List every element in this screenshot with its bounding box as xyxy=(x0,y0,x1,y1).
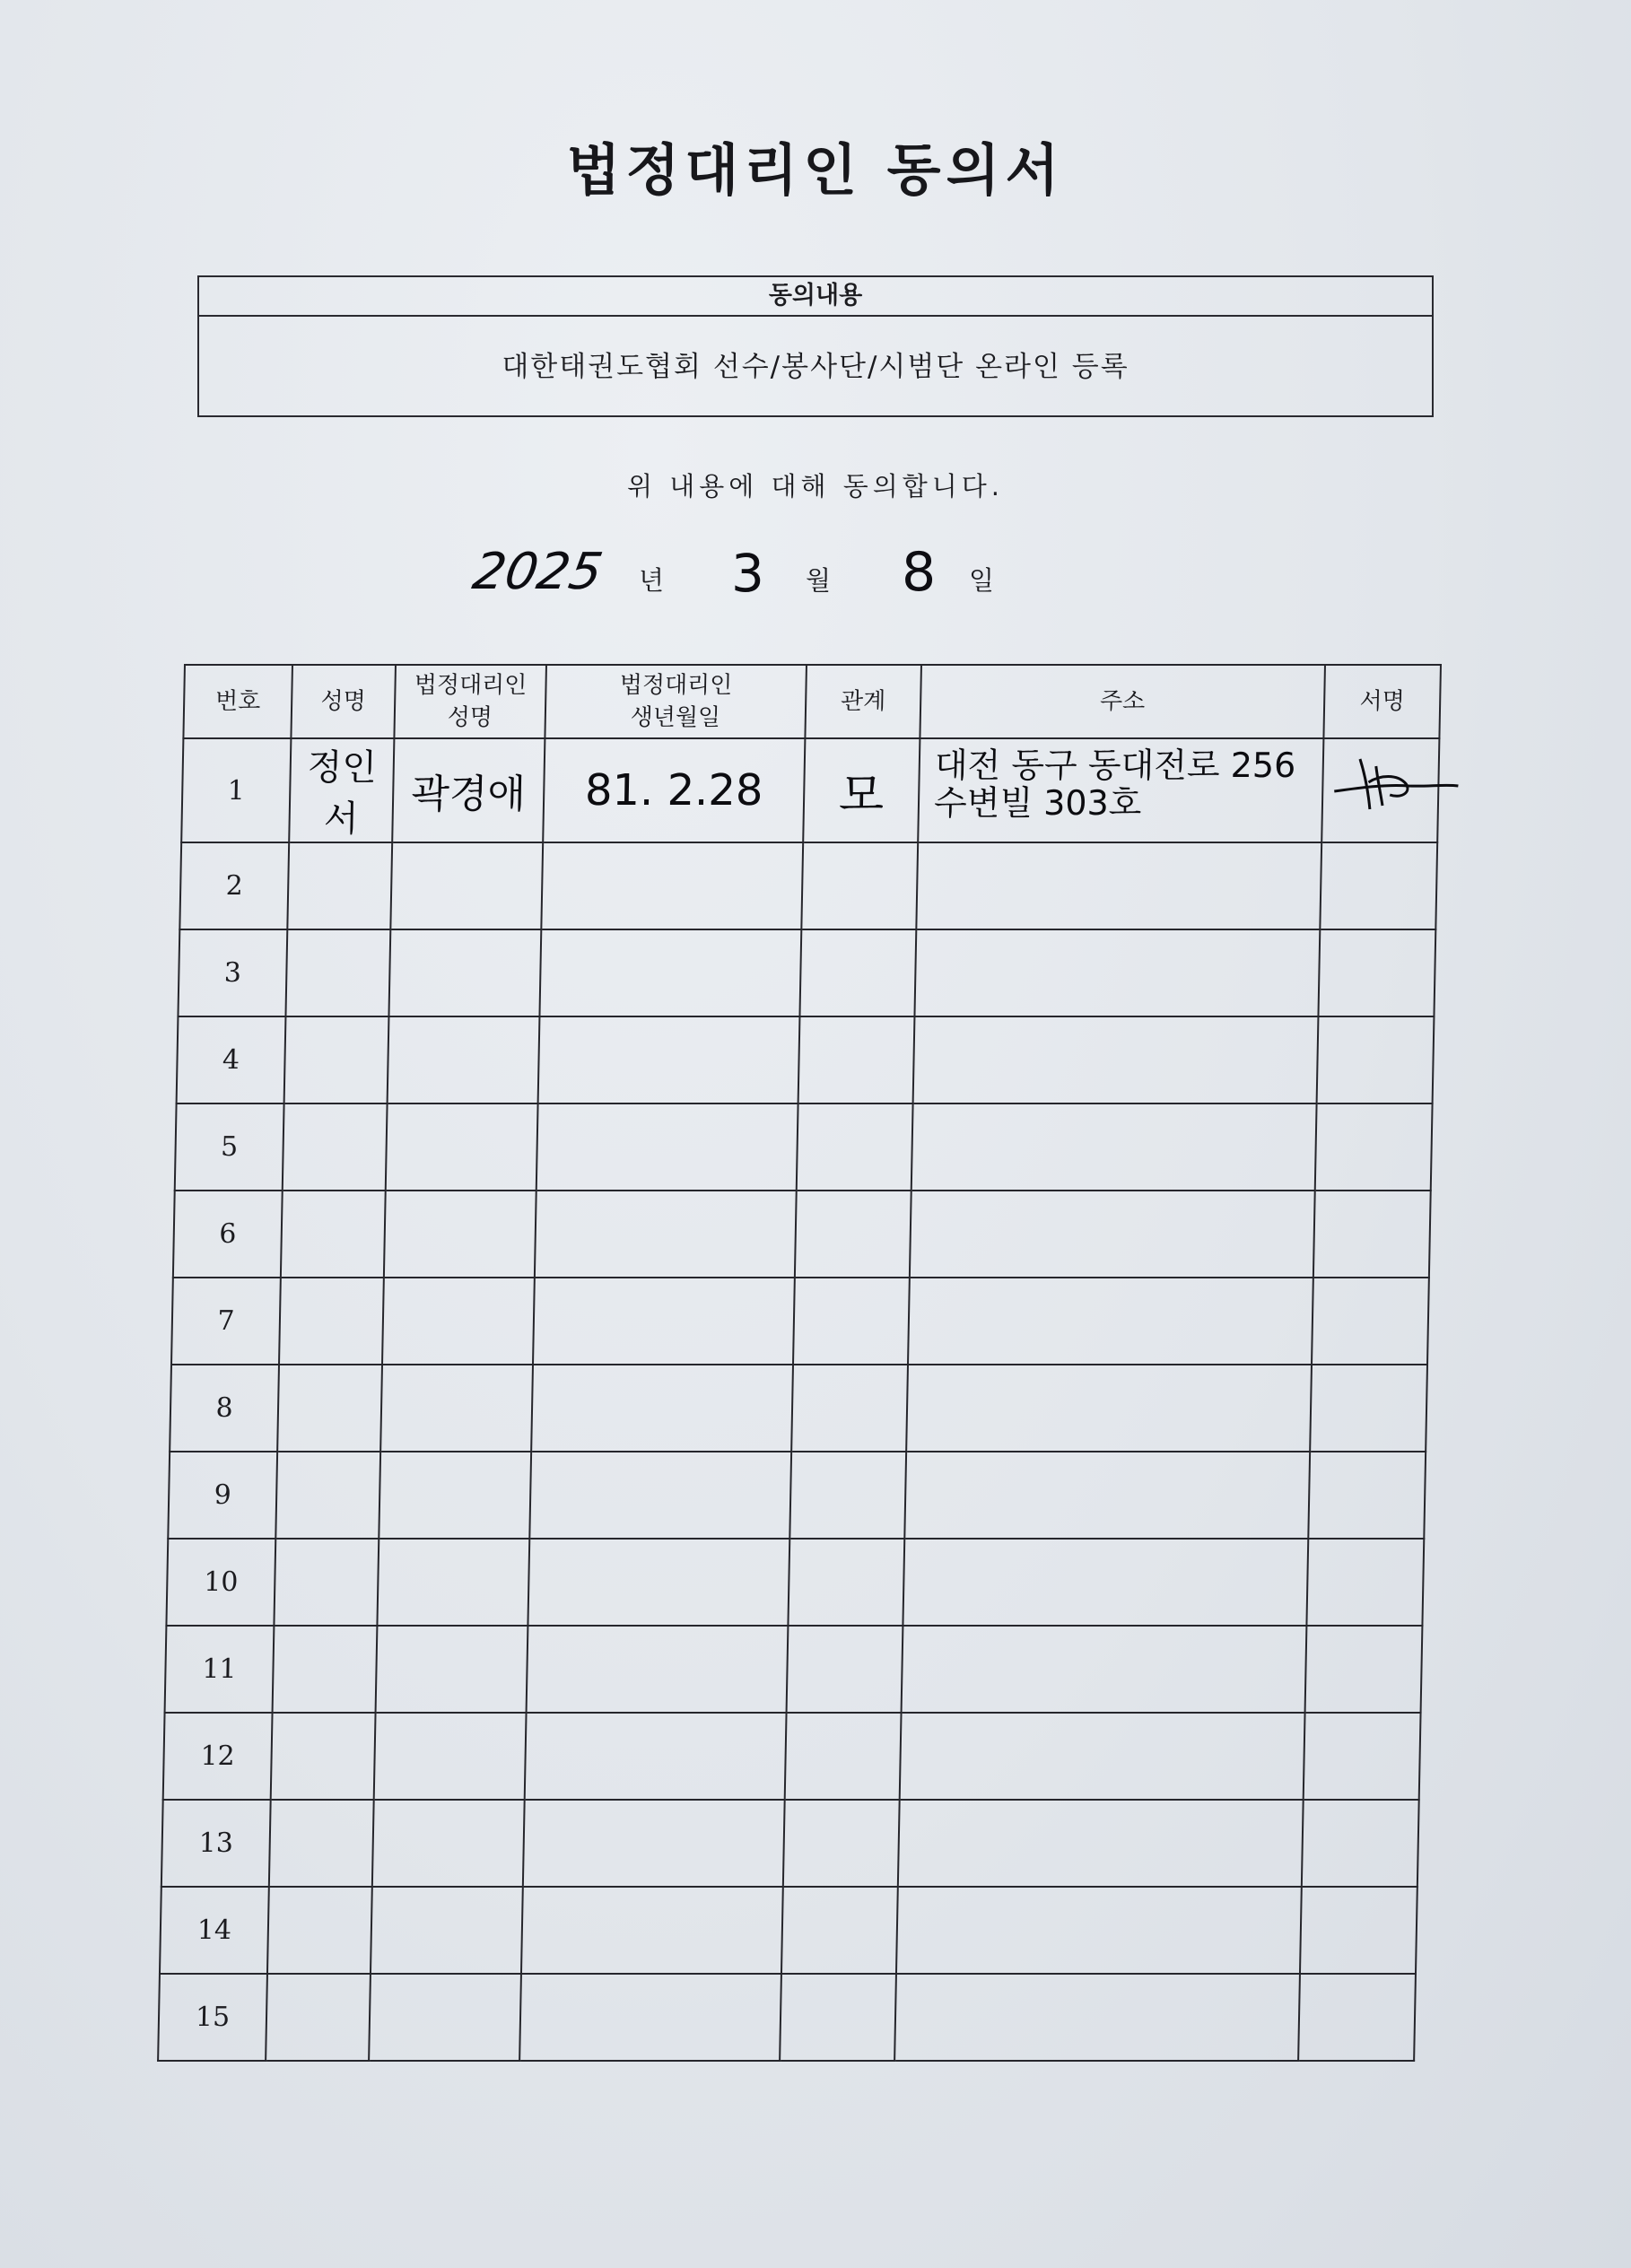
row-number: 7 xyxy=(171,1278,281,1365)
row-guardian-name[interactable] xyxy=(369,1974,521,2061)
row-name[interactable] xyxy=(281,1191,386,1278)
row-guardian-name[interactable] xyxy=(388,1016,540,1103)
header-guardian-birth: 법정대리인 생년월일 xyxy=(545,665,807,738)
row-guardian-birth[interactable] xyxy=(531,1365,793,1452)
handwritten-relation: 모 xyxy=(838,768,885,823)
row-guardian-name[interactable] xyxy=(371,1887,523,1974)
consent-header: 동의내용 xyxy=(199,277,1432,317)
agree-statement: 위 내용에 대해 동의합니다. xyxy=(626,471,1005,502)
row-guardian-name[interactable] xyxy=(388,929,541,1016)
table-row xyxy=(177,1016,1435,1103)
row-relation[interactable] xyxy=(791,1365,908,1452)
row-relation[interactable] xyxy=(783,1800,900,1887)
row-name[interactable] xyxy=(277,1365,382,1452)
table-row xyxy=(165,1626,1423,1713)
row-guardian-birth[interactable] xyxy=(538,1016,800,1103)
address-line-2: 수변빌 303호 xyxy=(933,783,1142,823)
row-signature[interactable] xyxy=(1320,842,1437,929)
row-number: 1 xyxy=(181,738,291,842)
date-year: 2025 xyxy=(468,543,607,601)
table-row xyxy=(170,1365,1427,1452)
row-relation[interactable] xyxy=(781,1887,898,1974)
row-signature[interactable] xyxy=(1321,738,1439,842)
row-number: 9 xyxy=(168,1452,277,1539)
row-guardian-birth[interactable] xyxy=(528,1539,789,1626)
handwritten-name: 정인서 xyxy=(307,747,378,840)
header-no: 번호 xyxy=(183,665,292,738)
row-address[interactable] xyxy=(894,1974,1300,2061)
row-signature[interactable] xyxy=(1318,929,1435,1016)
row-address[interactable] xyxy=(911,1103,1317,1191)
row-signature[interactable] xyxy=(1305,1626,1423,1713)
row-name[interactable] xyxy=(287,842,392,929)
row-guardian-birth[interactable] xyxy=(523,1800,785,1887)
row-guardian-name[interactable] xyxy=(379,1452,531,1539)
row-name[interactable] xyxy=(269,1800,374,1887)
header-relation: 관계 xyxy=(805,665,921,738)
row-guardian-name[interactable] xyxy=(380,1365,533,1452)
row-guardian-name[interactable] xyxy=(372,1800,525,1887)
row-signature[interactable] xyxy=(1317,1016,1435,1103)
date-month-unit: 월 xyxy=(806,565,832,596)
row-address[interactable] xyxy=(902,1626,1307,1713)
row-signature[interactable] xyxy=(1310,1365,1427,1452)
row-signature[interactable] xyxy=(1315,1103,1433,1191)
row-address[interactable] xyxy=(908,1278,1313,1365)
row-signature[interactable] xyxy=(1308,1452,1426,1539)
row-guardian-name[interactable] xyxy=(374,1713,527,1800)
row-guardian-name[interactable] xyxy=(376,1626,528,1713)
table-row xyxy=(161,1800,1419,1887)
row-signature[interactable] xyxy=(1313,1191,1431,1278)
date-month: 3 xyxy=(731,543,764,604)
row-signature[interactable] xyxy=(1302,1800,1419,1887)
row-guardian-name[interactable] xyxy=(390,842,543,929)
page-title: 법정대리인 동의서 xyxy=(566,137,1065,203)
row-guardian-birth[interactable] xyxy=(527,1626,789,1713)
row-relation[interactable] xyxy=(787,1626,903,1713)
row-name[interactable] xyxy=(283,1103,388,1191)
roster-table xyxy=(157,664,1442,2062)
row-name[interactable] xyxy=(266,1974,371,2061)
row-name[interactable] xyxy=(273,1626,378,1713)
row-name[interactable] xyxy=(289,738,394,842)
row-name[interactable] xyxy=(274,1539,379,1626)
row-guardian-birth[interactable] xyxy=(541,842,803,929)
row-name[interactable] xyxy=(267,1887,372,1974)
row-guardian-birth[interactable] xyxy=(539,929,801,1016)
table-row xyxy=(158,1974,1416,2061)
table-row xyxy=(160,1887,1417,1974)
handwritten-guardian-name: 곽경애 xyxy=(410,772,527,817)
row-address[interactable] xyxy=(914,929,1320,1016)
row-address[interactable] xyxy=(896,1887,1302,1974)
row-name[interactable] xyxy=(275,1452,380,1539)
row-number: 2 xyxy=(179,842,289,929)
row-number: 12 xyxy=(163,1713,273,1800)
address-line-1: 대전 동구 동대전로 256 xyxy=(934,746,1296,785)
row-address[interactable] xyxy=(903,1539,1308,1626)
consent-box xyxy=(197,275,1434,417)
table-row xyxy=(163,1713,1421,1800)
table-row xyxy=(178,929,1435,1016)
header-guardian-name: 법정대리인 성명 xyxy=(394,665,546,738)
row-guardian-birth[interactable] xyxy=(535,1191,797,1278)
date-day-unit: 일 xyxy=(969,565,995,596)
row-number: 3 xyxy=(178,929,287,1016)
row-guardian-birth[interactable] xyxy=(521,1887,783,1974)
row-guardian-birth[interactable] xyxy=(536,1103,798,1191)
row-signature[interactable] xyxy=(1300,1887,1417,1974)
row-guardian-birth[interactable] xyxy=(529,1452,791,1539)
row-name[interactable] xyxy=(271,1713,376,1800)
consent-body: 대한태권도협회 선수/봉사단/시범단 온라인 등록 xyxy=(502,351,1129,383)
row-relation[interactable] xyxy=(799,929,916,1016)
row-signature[interactable] xyxy=(1298,1974,1416,2061)
table-row xyxy=(173,1191,1431,1278)
row-guardian-birth[interactable] xyxy=(533,1278,795,1365)
row-number: 4 xyxy=(177,1016,286,1103)
header-name: 성명 xyxy=(291,665,396,738)
row-guardian-name[interactable] xyxy=(384,1191,536,1278)
row-address[interactable] xyxy=(906,1365,1312,1452)
row-number: 14 xyxy=(160,1887,269,1974)
row-name[interactable] xyxy=(279,1278,384,1365)
table-header-row xyxy=(183,665,1441,738)
row-signature[interactable] xyxy=(1306,1539,1424,1626)
row-guardian-birth[interactable] xyxy=(519,1974,781,2061)
row-signature[interactable] xyxy=(1304,1713,1421,1800)
table-row xyxy=(166,1539,1424,1626)
table-row xyxy=(168,1452,1426,1539)
row-address[interactable] xyxy=(898,1800,1304,1887)
row-guardian-name[interactable] xyxy=(382,1278,535,1365)
row-number: 15 xyxy=(158,1974,267,2061)
row-signature[interactable] xyxy=(1312,1278,1429,1365)
handwritten-birth: 81. 2.28 xyxy=(584,765,764,816)
row-number: 11 xyxy=(165,1626,275,1713)
row-relation[interactable] xyxy=(780,1974,896,2061)
date-year-unit: 년 xyxy=(639,565,665,596)
row-relation[interactable] xyxy=(797,1103,913,1191)
row-guardian-name[interactable] xyxy=(386,1103,538,1191)
row-address[interactable] xyxy=(913,1016,1319,1103)
row-number: 10 xyxy=(166,1539,275,1626)
row-number: 5 xyxy=(175,1103,284,1191)
row-guardian-birth[interactable] xyxy=(525,1713,787,1800)
row-address[interactable] xyxy=(918,738,1323,842)
row-guardian-name[interactable] xyxy=(392,738,545,842)
row-address[interactable] xyxy=(916,842,1321,929)
row-name[interactable] xyxy=(284,1016,389,1103)
table-row xyxy=(175,1103,1433,1191)
date-day: 8 xyxy=(902,541,937,604)
row-address[interactable] xyxy=(904,1452,1310,1539)
header-signature: 서명 xyxy=(1323,665,1441,738)
row-relation[interactable] xyxy=(803,738,920,842)
row-relation[interactable] xyxy=(798,1016,915,1103)
row-guardian-birth[interactable] xyxy=(543,738,805,842)
row-number: 13 xyxy=(161,1800,271,1887)
row-guardian-name[interactable] xyxy=(377,1539,529,1626)
table-row xyxy=(181,738,1439,842)
row-number: 8 xyxy=(170,1365,279,1452)
row-number: 6 xyxy=(173,1191,283,1278)
row-address[interactable] xyxy=(900,1713,1305,1800)
row-relation[interactable] xyxy=(795,1191,911,1278)
table-row xyxy=(179,842,1437,929)
row-name[interactable] xyxy=(285,929,390,1016)
row-relation[interactable] xyxy=(789,1452,906,1539)
table-row xyxy=(171,1278,1429,1365)
handwritten-address xyxy=(934,745,1296,824)
header-address: 주소 xyxy=(920,665,1325,738)
row-relation[interactable] xyxy=(801,842,918,929)
row-relation[interactable] xyxy=(785,1713,902,1800)
signature-mark xyxy=(1323,739,1469,820)
row-relation[interactable] xyxy=(793,1278,910,1365)
row-relation[interactable] xyxy=(788,1539,904,1626)
row-address[interactable] xyxy=(910,1191,1315,1278)
